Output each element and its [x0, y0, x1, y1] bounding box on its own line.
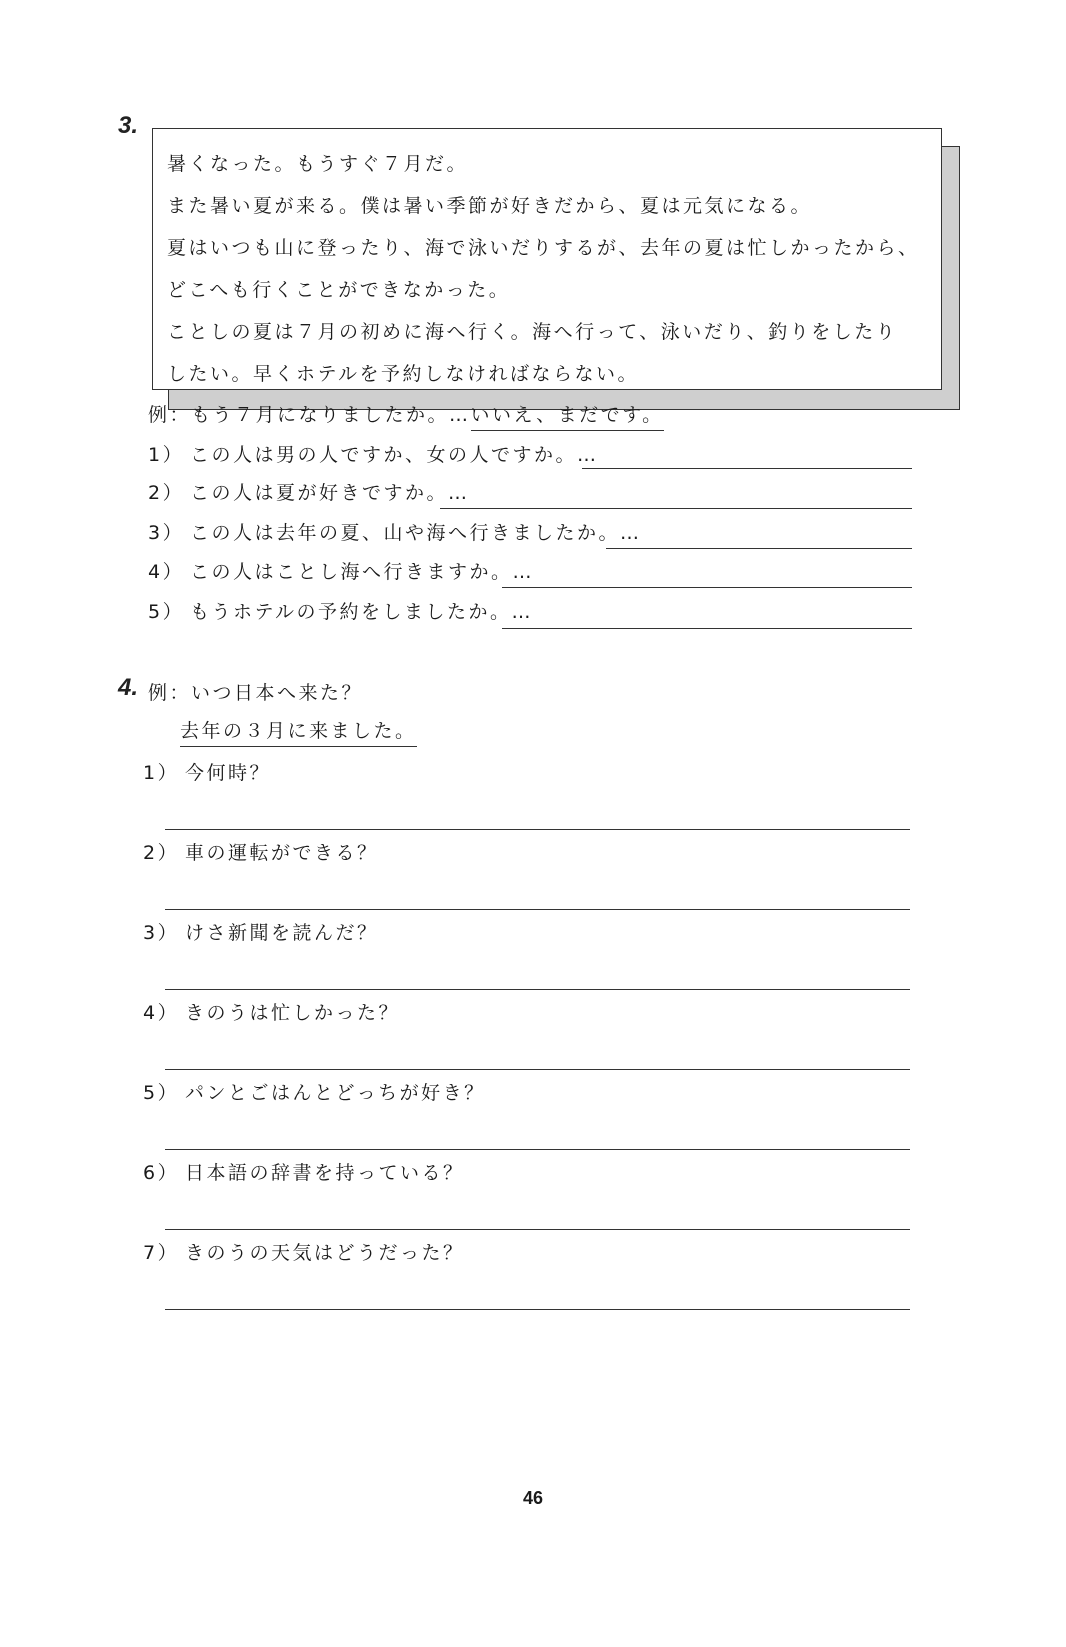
question-number: 5）	[148, 601, 185, 623]
question-number: 7）	[143, 1242, 180, 1264]
example-question: いつ日本へ来た？	[191, 682, 364, 704]
answer-line[interactable]	[165, 989, 910, 990]
section-4-example-question	[148, 678, 363, 705]
passage-line: 暑くなった。もうすぐ７月だ。	[167, 153, 469, 175]
answer-line[interactable]	[165, 1149, 910, 1150]
question-text: パンとごはんとどっちが好き？	[185, 1082, 486, 1104]
example-answer: いいえ、まだです。	[471, 404, 664, 431]
question-text: 車の運転ができる？	[185, 842, 379, 864]
question-row	[148, 478, 470, 505]
question-row	[143, 1078, 486, 1105]
question-number: 4）	[148, 561, 185, 583]
passage-line: ことしの夏は７月の初めに海へ行く。海へ行って、泳いだり、釣りをしたり	[167, 321, 898, 343]
question-text: 今何時？	[185, 762, 272, 784]
answer-line[interactable]	[502, 628, 912, 629]
question-row	[148, 440, 599, 467]
question-row	[148, 518, 642, 545]
question-text: この人はことし海へ行きますか。…	[190, 561, 535, 583]
question-row	[148, 557, 534, 584]
question-row	[143, 758, 271, 785]
section-3-example	[148, 400, 664, 427]
question-text: この人は夏が好きですか。…	[190, 482, 470, 504]
answer-line[interactable]	[165, 909, 910, 910]
question-number: 5）	[143, 1082, 180, 1104]
answer-line[interactable]	[502, 587, 912, 588]
passage-line: また暑い夏が来る。僕は暑い季節が好きだから、夏は元気になる。	[167, 195, 813, 217]
reading-passage	[152, 128, 942, 390]
passage-line: どこへも行くことができなかった。	[167, 279, 511, 301]
example-label: 例：	[148, 682, 192, 704]
passage-line: したい。早くホテルを予約しなければならない。	[167, 363, 640, 385]
passage-line: 夏はいつも山に登ったり、海で泳いだりするが、去年の夏は忙しかったから、	[167, 237, 920, 259]
question-number: 3）	[148, 522, 185, 544]
question-number: 1）	[148, 444, 185, 466]
section-3-number: 3.	[118, 112, 139, 139]
question-number: 1）	[143, 762, 180, 784]
question-number: 2）	[143, 842, 180, 864]
question-text: きのうの天気はどうだった？	[185, 1242, 465, 1264]
question-text: もうホテルの予約をしましたか。…	[190, 601, 534, 623]
question-number: 2）	[148, 482, 185, 504]
question-number: 6）	[143, 1162, 180, 1184]
question-row	[143, 1158, 465, 1185]
answer-line[interactable]	[165, 829, 910, 830]
answer-line[interactable]	[165, 1069, 910, 1070]
question-number: 4）	[143, 1002, 180, 1024]
example-question: もう７月になりましたか。…	[191, 404, 471, 426]
answer-line[interactable]	[582, 468, 912, 469]
example-answer: 去年の３月に来ました。	[180, 720, 417, 747]
question-row	[143, 998, 400, 1025]
question-row	[143, 1238, 465, 1265]
section-4-example-answer	[180, 716, 417, 743]
example-label: 例：	[148, 404, 192, 426]
question-row	[143, 838, 379, 865]
question-text: 日本語の辞書を持っている？	[185, 1162, 465, 1184]
answer-line[interactable]	[165, 1229, 910, 1230]
question-text: この人は去年の夏、山や海へ行きましたか。…	[190, 522, 642, 544]
section-4-number: 4.	[118, 674, 139, 701]
page-number: 46	[522, 1488, 544, 1508]
question-row	[148, 597, 533, 624]
question-text: きのうは忙しかった？	[185, 1002, 401, 1024]
question-text: けさ新聞を読んだ？	[185, 922, 379, 944]
answer-line[interactable]	[606, 548, 912, 549]
question-row	[143, 918, 379, 945]
answer-line[interactable]	[165, 1309, 910, 1310]
question-text: この人は男の人ですか、女の人ですか。…	[190, 444, 599, 466]
question-number: 3）	[143, 922, 180, 944]
answer-line[interactable]	[440, 508, 912, 509]
